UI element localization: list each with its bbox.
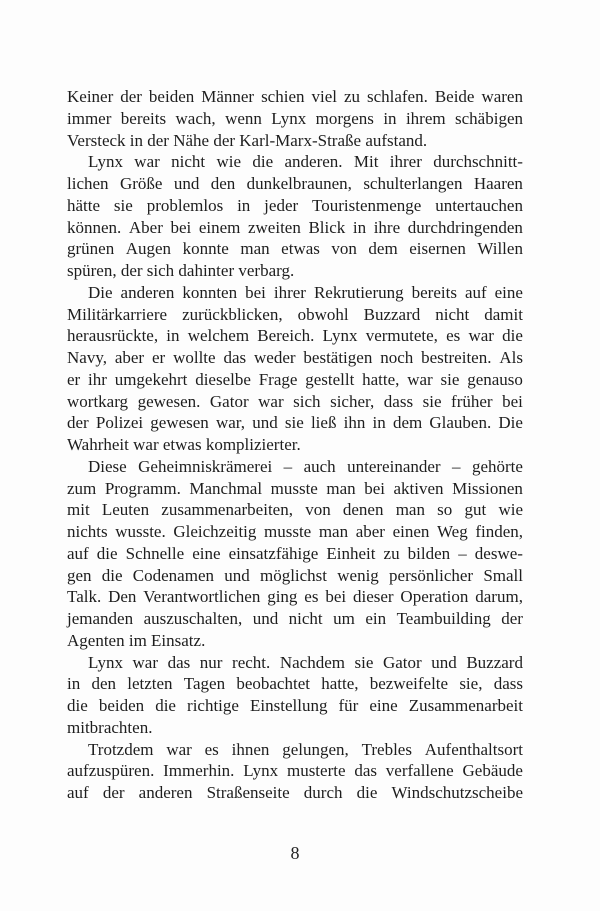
text-line: Diese Geheimniskrämerei – auch untereinander – gehörte (88, 456, 523, 476)
text-line: hätte sie problemlos in jeder Touristenmenge untertauchen (67, 195, 523, 215)
paragraph (67, 739, 523, 804)
text-line: jemanden auszuschalten, und nicht um ein Teambuilding der (67, 609, 523, 628)
text-line: Versteck in der Nähe der Karl-Marx-Straße aufstand. (67, 130, 428, 150)
paragraph (67, 86, 523, 151)
text-line: lichen Größe und den dunkelbraunen, schulterlangen Haaren (67, 174, 523, 193)
text-line: wortkarg gewesen. Gator war sich sicher, dass sie früher bei (67, 391, 523, 411)
text-line: zum Programm. Manchmal musste man bei aktiven Missionen (67, 478, 523, 498)
text-line: auf der anderen Straßenseite durch die Windschutzscheibe (67, 783, 523, 802)
text-line: Trotzdem war es ihnen gelungen, Trebles Aufenthaltsort (88, 739, 523, 759)
text-line: in den letzten Tagen beobachtet hatte, bezweifelte sie, dass (67, 674, 523, 694)
text-line: Die anderen konnten bei ihrer Rekrutierung bereits auf eine (88, 282, 523, 302)
text-line: können. Aber bei einem zweiten Blick in ihre durchdringenden (67, 217, 523, 237)
page-footer (67, 843, 523, 864)
text-line: gen die Codenamen und möglichst wenig persönlicher Small (67, 565, 523, 585)
text-line: nichts wusste. Gleichzeitig musste man aber einen Weg finden, (67, 522, 523, 541)
text-line: Agenten im Einsatz. (67, 630, 206, 650)
text-line: Militärkarriere zurückblicken, obwohl Buzzard nicht damit (67, 304, 523, 324)
text-line: auf die Schnelle eine einsatzfähige Einheit zu bilden – deswe- (67, 543, 523, 563)
page-number: 8 (290, 843, 300, 863)
text-line: Lynx war nicht wie die anderen. Mit ihrer durchschnitt- (88, 152, 523, 172)
text-line: der Polizei gewesen war, und sie ließ ihn in dem Glauben. Die (67, 413, 523, 433)
text-line: aufzuspüren. Immerhin. Lynx musterte das verfallene Gebäude (67, 761, 523, 781)
text-line: grünen Augen konnte man etwas von dem eisernen Willen (67, 239, 523, 259)
text-line: mitbrachten. (67, 717, 153, 737)
paragraph (67, 282, 523, 456)
text-line: er ihr umgekehrt dieselbe Frage gestellt hatte, war sie genauso (67, 369, 523, 389)
text-line: mit Leuten zusammenarbeiten, von denen man so gut wie (67, 500, 523, 520)
paragraph (67, 652, 523, 739)
text-line: immer bereits wach, wenn Lynx morgens in ihrem schäbigen (67, 108, 523, 128)
text-line: Keiner der beiden Männer schien viel zu schlafen. Beide waren (67, 87, 523, 106)
text-line: Navy, aber er wollte das weder bestätigen noch bestreiten. Als (67, 348, 523, 367)
text-line: Lynx war das nur recht. Nachdem sie Gator und Buzzard (88, 652, 523, 672)
text-line: herausrückte, in welchem Bereich. Lynx vermutete, es war die (67, 326, 523, 346)
text-line: spüren, der sich dahinter verbarg. (67, 261, 295, 280)
text-line: Wahrheit war etwas komplizierter. (67, 435, 301, 454)
text-line: Talk. Den Verantwortlichen ging es bei dieser Operation darum, (67, 587, 523, 607)
text-block (67, 86, 523, 804)
paragraph (67, 456, 523, 652)
text-line: die beiden die richtige Einstellung für eine Zusammenarbeit (67, 696, 523, 715)
paragraph (67, 151, 523, 282)
